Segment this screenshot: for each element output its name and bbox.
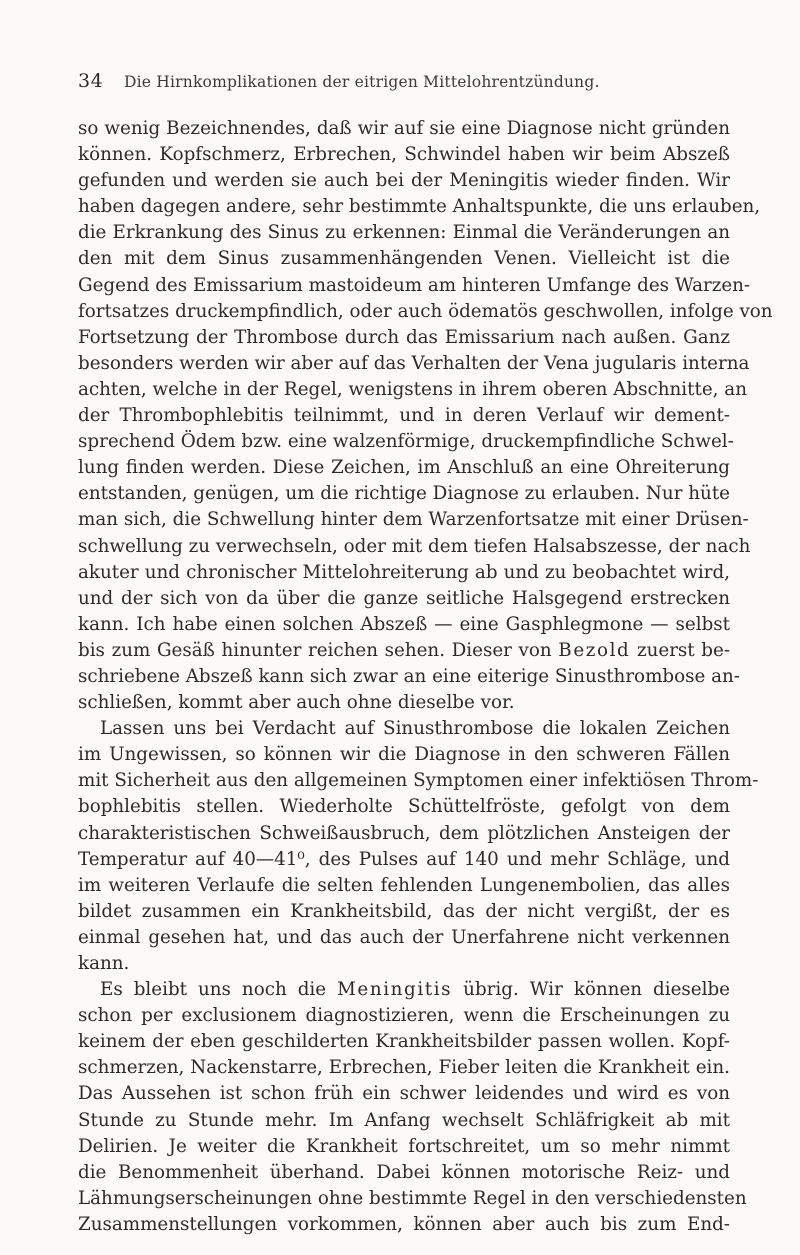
text-line: gefunden und werden sie auch bei der Meningitis wieder finden. Wir (78, 170, 730, 192)
text-line: der Thrombophlebitis teilnimmt, und in deren Verlauf wir dement- (78, 405, 730, 427)
text-line: schriebene Abszeß kann sich zwar an eine eiterige Sinusthrombose an- (78, 665, 740, 687)
text-line: Delirien. Je weiter die Krankheit fortschreitet, um so mehr nimmt (78, 1135, 730, 1157)
text-line: entstanden, genügen, um die richtige Diagnose zu erlauben. Nur hüte (78, 483, 730, 505)
text-line: fortsatzes druckempfindlich, oder auch ödematös geschwollen, infolge von (78, 300, 773, 322)
text-line: können. Kopfschmerz, Erbrechen, Schwindel haben wir beim Abszeß (78, 144, 730, 166)
text-line: haben dagegen andere, sehr bestimmte Anhaltspunkte, die uns erlauben, (78, 196, 761, 218)
text-line: besonders werden wir aber auf das Verhalten der Vena jugularis interna (78, 352, 750, 374)
text-line: kann. Ich habe einen solchen Abszeß — eine Gasphlegmone — selbst (78, 613, 730, 635)
page-header (78, 70, 730, 98)
text-segment: übrig. Wir können dieselbe (452, 979, 730, 1001)
text-line: Stunde zu Stunde mehr. Im Anfang wechselt Schläfrigkeit ab mit (78, 1109, 730, 1131)
book-page (78, 70, 773, 1238)
text-line: schließen, kommt aber auch ohne dieselbe vor. (78, 692, 515, 714)
text-line: sprechend Ödem bzw. eine walzenförmige, druckempfindliche Schwel- (78, 431, 734, 453)
text-line: bophlebitis stellen. Wiederholte Schüttelfröste, gefolgt von dem (78, 796, 730, 818)
text-line: charakteristischen Schweißausbruch, dem plötzlichen Ansteigen der (78, 822, 730, 844)
text-line: akuter und chronischer Mittelohreiterung ab und zu beobachtet wird, (78, 561, 730, 583)
text-segment: Es bleibt uns noch die (100, 979, 338, 1001)
text-line (78, 638, 730, 664)
text-line: im Ungewissen, so können wir die Diagnose in den schweren Fällen (78, 744, 730, 766)
text-line: so wenig Bezeichnendes, daß wir auf sie eine Diagnose nicht gründen (78, 118, 730, 139)
text-line: schon per exclusionem diagnostizieren, wenn die Erscheinungen zu (78, 1005, 730, 1027)
text-line: Lähmungserscheinungen ohne bestimmte Regel in den verschiedensten (78, 1187, 747, 1209)
spaced-name: Meningitis (337, 979, 453, 1001)
text-line: die Benommenheit überhand. Dabei können motorische Reiz- und (78, 1161, 730, 1183)
text-line: schmerzen, Nackenstarre, Erbrechen, Fieber leiten die Krankheit ein. (78, 1057, 730, 1079)
text-line: einmal gesehen hat, und das auch der Unerfahrene nicht verkennen (78, 926, 730, 948)
running-title: Die Hirnkomplikationen der eitrigen Mittelohrentzündung. (124, 73, 600, 91)
text-line: mit Sicherheit aus den allgemeinen Symptomen einer infektiösen Throm- (78, 770, 759, 792)
spaced-name: Bezold (558, 639, 631, 661)
text-line: Lassen uns bei Verdacht auf Sinusthrombose die lokalen Zeichen (100, 718, 730, 740)
text-line: achten, welche in der Regel, wenigstens in ihrem oberen Abschnitte, an (78, 378, 747, 400)
text-line: Temperatur auf 40—41⁰, des Pulses auf 140 und mehr Schläge, und (78, 848, 730, 870)
text-line: lung finden werden. Diese Zeichen, im Anschluß an eine Ohreiterung (78, 457, 730, 479)
text-line: man sich, die Schwellung hinter dem Warzenfortsatze mit einer Drüsen- (78, 509, 749, 531)
text-line: Das Aussehen ist schon früh ein schwer leidendes und wird es von (78, 1083, 730, 1105)
text-line: bildet zusammen ein Krankheitsbild, das der nicht vergißt, der es (78, 900, 730, 922)
text-line: kann. (78, 953, 130, 974)
text-segment: zuerst be- (630, 639, 730, 661)
text-line: Fortsetzung der Thrombose durch das Emissarium nach außen. Ganz (78, 326, 730, 348)
text-line: und der sich von da über die ganze seitliche Halsgegend erstrecken (78, 587, 730, 609)
text-line: die Erkrankung des Sinus zu erkennen: Einmal die Veränderungen an (78, 222, 730, 244)
body-text (78, 116, 773, 1238)
text-line: schwellung zu verwechseln, oder mit dem tiefen Halsabszesse, der nach (78, 535, 751, 557)
text-segment: bis zum Gesäß hinunter reichen sehen. Dieser von (78, 639, 559, 661)
text-line: keinem der eben geschilderten Krankheitsbilder passen wollen. Kopf- (78, 1031, 730, 1053)
text-line: Gegend des Emissarium mastoideum am hinteren Umfange des Warzen- (78, 274, 751, 296)
text-line (78, 977, 730, 1003)
text-line: im weiteren Verlaufe die selten fehlenden Lungenembolien, das alles (78, 874, 730, 896)
text-line: den mit dem Sinus zusammenhängenden Venen. Vielleicht ist die (78, 248, 730, 270)
text-line: Zusammenstellungen vorkommen, können aber auch bis zum End- (78, 1213, 730, 1235)
page-number: 34 (78, 70, 104, 92)
